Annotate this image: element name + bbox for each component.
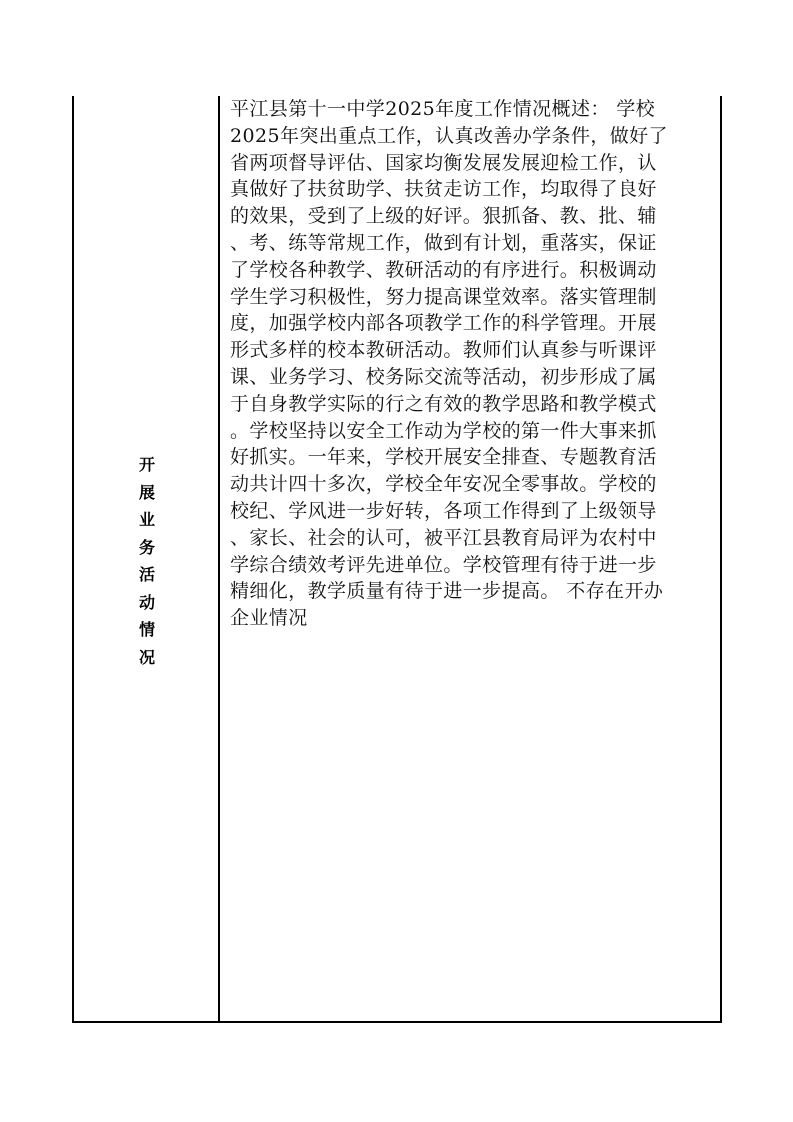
text-line: 省两项督导评估、国家均衡发展发展迎检工作，认 bbox=[230, 151, 657, 174]
text-line: 企业情况 bbox=[230, 607, 308, 630]
text-line: 课、业务学习、校务际交流等活动，初步形成了属 bbox=[230, 365, 657, 388]
section-label-char: 务 bbox=[138, 537, 155, 557]
text-line: 动共计四十多次，学校全年安况全零事故。学校的 bbox=[230, 473, 657, 496]
text-line: 2025年突出重点工作，认真改善办学条件，做好了 bbox=[230, 124, 668, 147]
text-line: 学生学习积极性，努力提高课堂效率。落实管理制 bbox=[230, 285, 657, 308]
text-line: 、考、练等常规工作，做到有计划，重落实，保证 bbox=[230, 231, 657, 254]
text-line: 学综合绩效考评先进单位。学校管理有待于进一步 bbox=[230, 553, 657, 576]
section-label-char: 展 bbox=[138, 482, 155, 502]
text-line: 的效果，受到了上级的好评。狠抓备、教、批、辅 bbox=[230, 205, 657, 228]
text-line: 平江县第十一中学2025年度工作情况概述： 学校 bbox=[230, 98, 655, 120]
text-line: 。学校坚持以安全工作动为学校的第一件大事来抓 bbox=[230, 419, 657, 442]
section-label-char: 业 bbox=[138, 510, 155, 529]
section-label-char: 动 bbox=[138, 592, 155, 612]
section-label-char: 况 bbox=[138, 647, 155, 667]
work-summary-text bbox=[230, 96, 714, 632]
form-table bbox=[72, 96, 722, 1023]
section-label-char: 情 bbox=[138, 620, 155, 639]
text-line: 校纪、学风进一步好转，各项工作得到了上级领导 bbox=[230, 499, 657, 522]
text-line: 好抓实。一年来，学校开展安全排查、专题教育活 bbox=[230, 446, 657, 469]
text-line: 真做好了扶贫助学、扶贫走访工作，均取得了良好 bbox=[230, 178, 657, 201]
section-label-char: 开 bbox=[138, 455, 155, 474]
section-label bbox=[74, 451, 220, 671]
label-cell bbox=[74, 96, 220, 1021]
text-line: 度，加强学校内部各项教学工作的科学管理。开展 bbox=[230, 312, 657, 335]
section-label-char: 活 bbox=[138, 565, 155, 584]
text-line: 于自身教学实际的行之有效的教学思路和教学模式 bbox=[230, 392, 657, 415]
text-line: 精细化，教学质量有待于进一步提高。 不存在开办 bbox=[230, 580, 664, 603]
content-cell bbox=[222, 96, 718, 1021]
text-line: 形式多样的校本教研活动。教师们认真参与听课评 bbox=[230, 339, 657, 362]
text-line: 、家长、社会的认可，被平江县教育局评为农村中 bbox=[230, 526, 657, 549]
text-line: 了学校各种教学、教研活动的有序进行。积极调动 bbox=[230, 258, 657, 281]
